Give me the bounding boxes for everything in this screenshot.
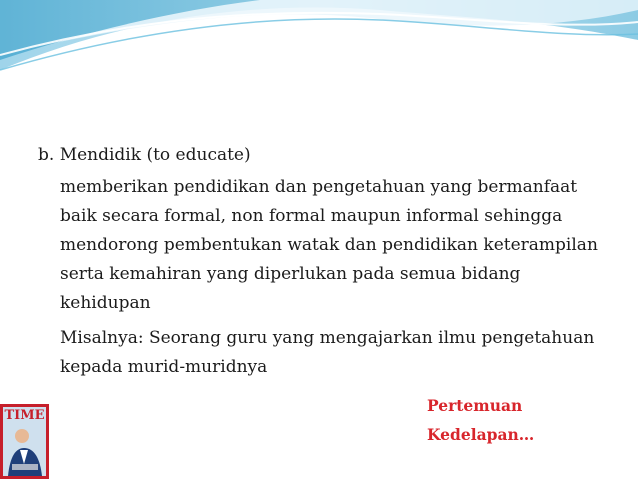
slide-heading: b. Mendidik (to educate) xyxy=(38,145,251,165)
footnote xyxy=(427,391,627,449)
paragraph-example: Misalnya: Seorang guru yang mengajarkan ilmu pengetahuan kepada murid-muridnya xyxy=(60,328,595,377)
footnote-line-2: Kedelapan… xyxy=(427,425,535,444)
cover-masthead: TIME xyxy=(4,408,45,423)
magazine-cover-thumbnail xyxy=(0,404,49,479)
paragraph-definition: memberikan pendidikan dan pengetahuan yang bermanfaat baik secara formal, non formal maupun informal sehingga mendorong pembentukan watak dan pendidikan keterampilan serta kemahiran yang diperlukan pada semua bidang kehidupan xyxy=(60,177,598,313)
footnote-line-1: Pertemuan xyxy=(427,396,523,415)
header-wave xyxy=(0,0,638,95)
content-area xyxy=(38,143,598,388)
